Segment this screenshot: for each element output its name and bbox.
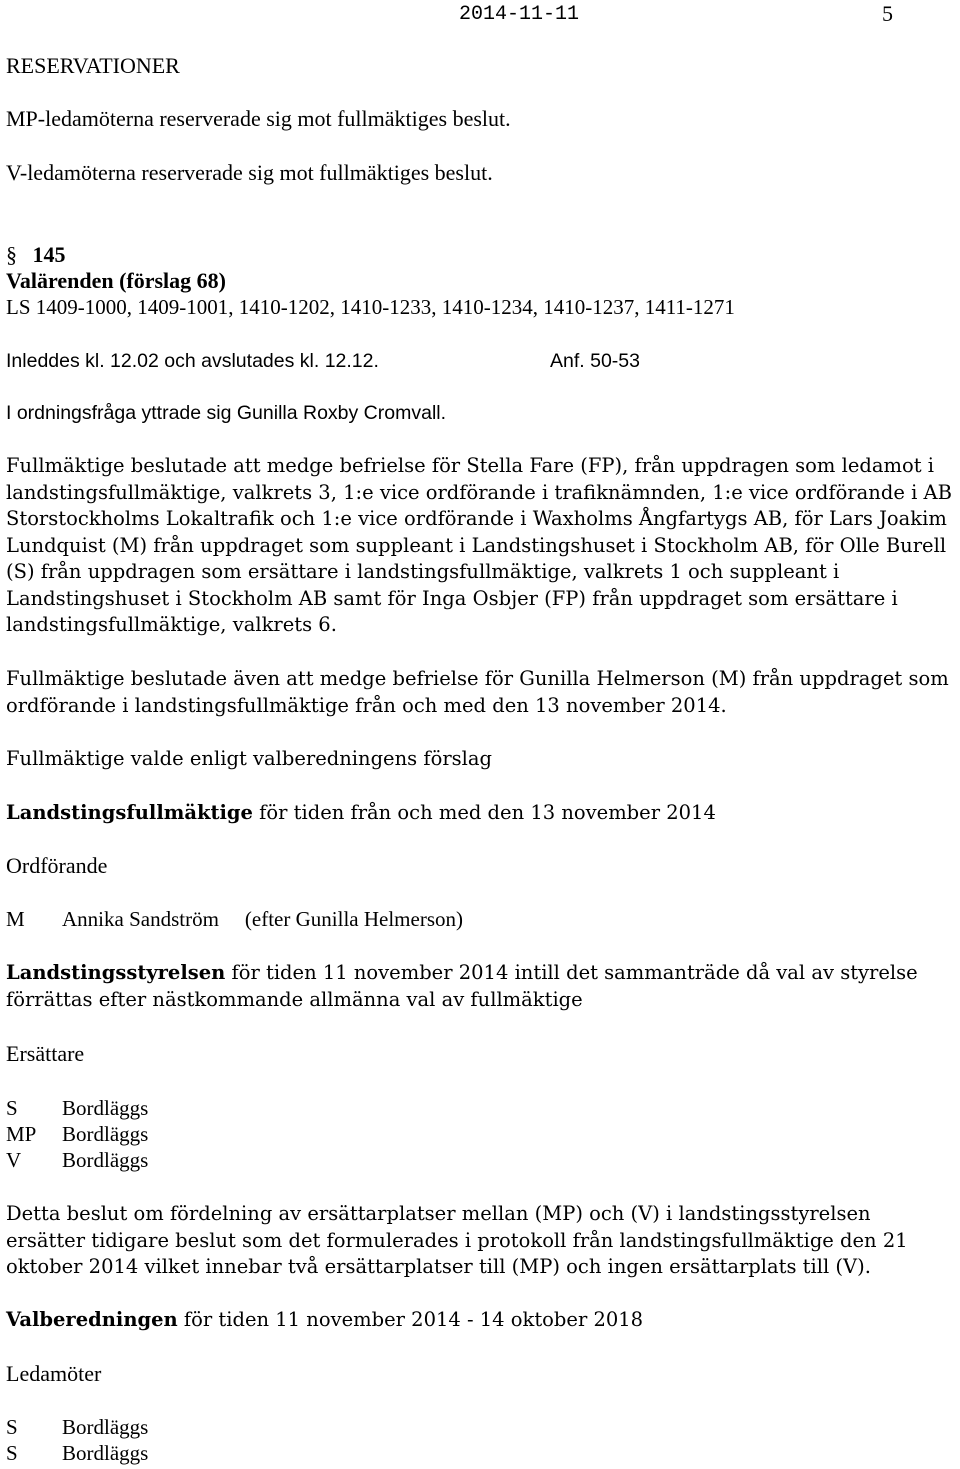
member-party: S	[6, 1441, 18, 1465]
member-row	[6, 1440, 148, 1466]
order-question: I ordningsfråga yttrade sig Gunilla Roxby Cromvall.	[6, 402, 447, 424]
reservation-line: V-ledamöterna reserverade sig mot fullmäktiges beslut.	[6, 160, 493, 185]
member-party: M	[6, 907, 25, 931]
paragraph-symbol: §	[6, 242, 17, 267]
member-row	[6, 906, 463, 932]
body-period: för tiden från och med den 13 november 2014	[252, 801, 716, 824]
member-note: (efter Gunilla Helmerson)	[244, 907, 463, 931]
body-period: för tiden 11 november 2014 intill det sammanträde då val av styrelse förrättas efter nästkommande allmänna val av fullmäktige	[6, 961, 918, 1011]
role-label: Ledamöter	[6, 1361, 102, 1386]
body-heading	[6, 800, 716, 827]
member-party: S	[6, 1415, 18, 1439]
decision-note: Detta beslut om fördelning av ersättarplatser mellan (MP) och (V) i landstingsstyrelsen ersätter tidigare beslut som det formulerades i protokoll från landstingsfullmäktige den 21 oktober 2014 vilket innebar två ersättarplatser till (MP) och ingen ersättarplats till (V).	[6, 1202, 908, 1278]
member-name: Annika Sandström	[62, 907, 219, 931]
anf-reference: Anf. 50-53	[550, 350, 640, 372]
member-party: V	[6, 1148, 22, 1172]
member-row	[6, 1147, 148, 1173]
reservation-line: MP-ledamöterna reserverade sig mot fullmäktiges beslut.	[6, 106, 511, 131]
member-row	[6, 1121, 148, 1147]
page-number: 5	[882, 1, 893, 26]
member-party: S	[6, 1096, 18, 1120]
reservations-heading: RESERVATIONER	[6, 53, 180, 78]
body-title: Landstingsfullmäktige	[6, 801, 253, 824]
election-intro: Fullmäktige valde enligt valberedningens förslag	[6, 747, 492, 770]
member-name: Bordläggs	[62, 1148, 149, 1172]
body-heading	[6, 1307, 643, 1334]
member-party: MP	[6, 1122, 37, 1146]
decision-paragraph: Fullmäktige beslutade även att medge befrielse för Gunilla Helmerson (M) från uppdraget som ordförande i landstingsfullmäktige från och med den 13 november 2014.	[6, 667, 949, 717]
member-name: Bordläggs	[62, 1441, 149, 1465]
header-date: 2014-11-11	[459, 3, 580, 26]
member-name: Bordläggs	[62, 1122, 149, 1146]
section-heading	[6, 242, 66, 268]
member-row	[6, 1095, 148, 1121]
body-heading	[6, 960, 954, 1013]
section-references: LS 1409-1000, 1409-1001, 1410-1202, 1410-1233, 1410-1234, 1410-1237, 1411-1271	[6, 295, 735, 319]
section-number: 145	[32, 242, 66, 267]
body-title: Valberedningen	[6, 1308, 178, 1331]
opening-times: Inleddes kl. 12.02 och avslutades kl. 12.12.	[6, 350, 379, 372]
role-label: Ordförande	[6, 853, 108, 878]
member-name: Bordläggs	[62, 1096, 149, 1120]
section-title: Valärenden (förslag 68)	[6, 268, 226, 293]
member-name: Bordläggs	[62, 1415, 149, 1439]
decision-paragraph: Fullmäktige beslutade att medge befrielse för Stella Fare (FP), från uppdragen som ledamot i landstingsfullmäktige, valkrets 3, 1:e vice ordförande i trafiknämnden, 1:e vice ordförande i AB Storstockholms Lokaltrafik och 1:e vice ordförande i Waxholms Ångfartygs AB, för Lars Joakim Lundquist (M) från uppdraget som suppleant i Landstingshuset i Stockholm AB, för Olle Burell (S) från uppdragen som ersättare i landstingsfullmäktige, valkrets 1 och suppleant i Landstingshuset i Stockholm AB samt för Inga Osbjer (FP) från uppdraget som ersättare i landstingsfullmäktige, valkrets 6.	[6, 454, 952, 636]
role-label: Ersättare	[6, 1041, 85, 1066]
body-title: Landstingsstyrelsen	[6, 961, 226, 984]
body-period: för tiden 11 november 2014 - 14 oktober 2018	[177, 1308, 644, 1331]
member-row	[6, 1414, 148, 1440]
